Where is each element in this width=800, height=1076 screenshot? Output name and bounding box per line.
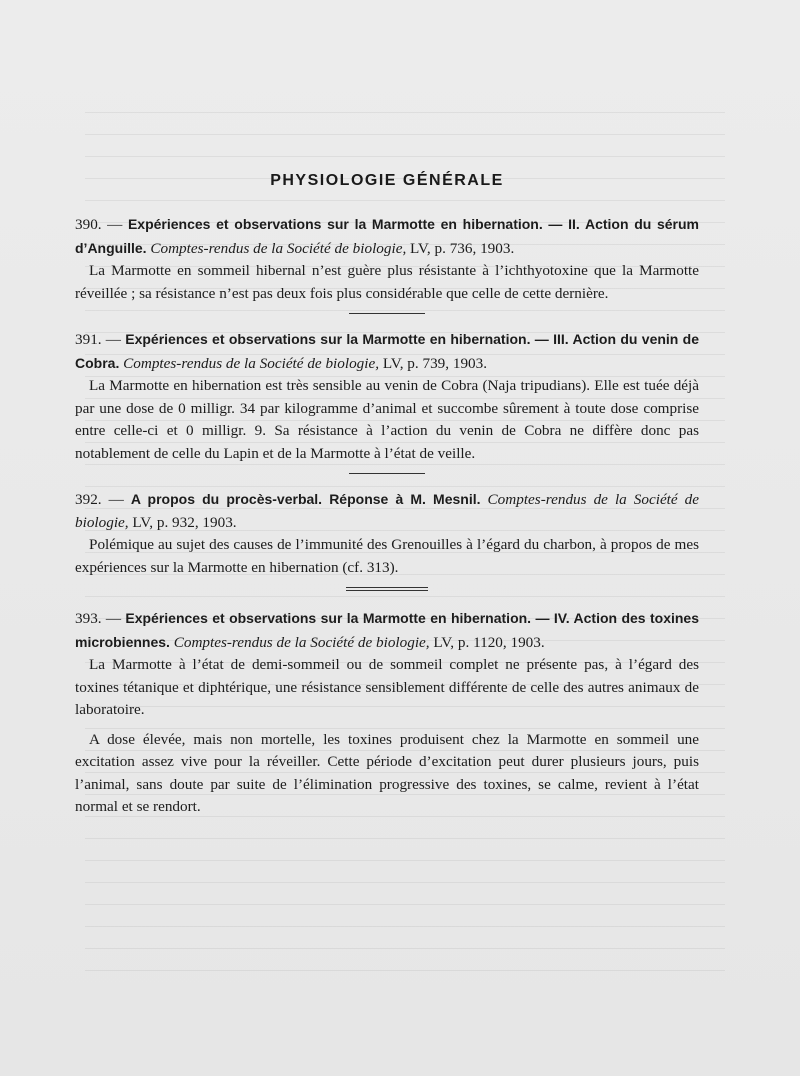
entry-source-ref: LV, p. 1120, 1903.: [429, 633, 545, 651]
entry-heading: [75, 328, 699, 375]
entry-number: 393. —: [75, 610, 126, 627]
entry-paragraph: La Marmotte en sommeil hibernal n’est guère plus résistante à l’ichthyotoxine que la Marmotte réveillée ; sa résistance n’est pas deux fois plus considérable que celle de cette dernière.: [75, 262, 699, 302]
entry-source: Comptes-rendus de la Société de biologie,: [173, 633, 430, 651]
entry-heading: [75, 607, 699, 654]
entry-body: [75, 654, 699, 819]
entry-title: A propos du procès-verbal. Réponse à M. Mesnil.: [130, 491, 481, 507]
page-title: PHYSIOLOGIE GÉNÉRALE: [270, 172, 504, 189]
double-separator-rule: [346, 587, 428, 591]
entry-source-ref: LV, p. 739, 1903.: [379, 354, 488, 372]
entry-source: Comptes-rendus de la Société de biologie,: [150, 239, 407, 257]
entry-paragraph: La Marmotte à l’état de demi-sommeil ou de sommeil complet ne présente pas, à l’égard des toxines tétanique et diphtérique, une résistance sensiblement différente de celle des autres animaux de laboratoire.: [75, 656, 699, 718]
entry-source: Comptes-rendus de la Société de biologie,: [123, 354, 380, 372]
entry-title: Expériences et observations sur la Marmotte en hibernation. — IV. Action des toxines microbiennes.: [75, 610, 699, 650]
page-content: [75, 172, 699, 819]
entry-number: 390. —: [75, 216, 128, 233]
entry-body: [75, 534, 699, 579]
entry-title: Expériences et observations sur la Marmotte en hibernation. — III. Action du venin de Cobra.: [75, 331, 700, 371]
entry-body: [75, 375, 699, 465]
separator-rule: [349, 473, 425, 474]
entry-393: [75, 607, 699, 819]
entry-body: [75, 260, 699, 305]
entry-title: Expériences et observations sur la Marmotte en hibernation. — II. Action du sérum d’Anguille.: [75, 216, 700, 256]
separator-rule: [349, 313, 425, 314]
entry-number: 391. —: [75, 331, 126, 348]
entry-paragraph: La Marmotte en hibernation est très sensible au venin de Cobra (Naja tripudians). Elle est tuée déjà par une dose de 0 milligr. 34 par kilogramme d’animal et succombe sûrement à toute dose comprise entre celle-ci et 0 milligr. 9. Sa résistance à l’action du venin de Cobra ne diffère donc pas notablement de celle du Lapin et de la Marmotte à l’état de veille.: [75, 377, 699, 462]
entry-390: [75, 213, 699, 305]
entry-heading: [75, 213, 699, 260]
entry-source-ref: LV, p. 736, 1903.: [406, 239, 515, 257]
entry-source-ref: LV, p. 932, 1903.: [128, 513, 237, 531]
entry-392: [75, 488, 699, 579]
entry-391: [75, 328, 699, 465]
entry-source: Comptes-rendus de la Société de biologie,: [75, 491, 700, 531]
entry-heading: [75, 488, 699, 534]
entry-paragraph: A dose élevée, mais non mortelle, les toxines produisent chez la Marmotte en sommeil une excitation assez vive pour la réveiller. Cette période d’excitation peut durer plusieurs jours, puis l’animal, sans doute par suite de l’élimination progressive des toxines, se calme, revient à l’état normal et se rendort.: [75, 730, 699, 815]
entry-paragraph: Polémique au sujet des causes de l’immunité des Grenouilles à l’égard du charbon, à propos de mes expériences sur la Marmotte en hibernation (cf. 313).: [75, 536, 699, 576]
entry-number: 392. —: [75, 491, 131, 508]
